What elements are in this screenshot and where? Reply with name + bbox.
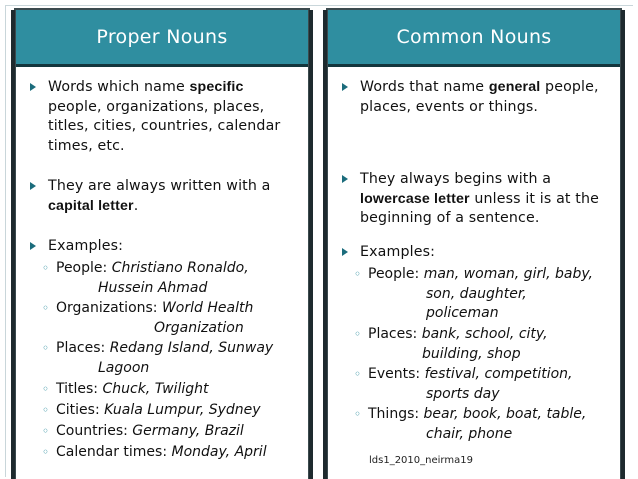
- common-nouns-header: Common Nouns: [328, 10, 620, 67]
- arrow-bullet-icon: [342, 175, 348, 183]
- arrow-bullet-icon: [342, 83, 348, 91]
- proper-example-people: ◦ People: Christiano Ronaldo, Hussein Ahmad: [42, 260, 249, 296]
- common-nouns-panel: [326, 8, 622, 479]
- circle-bullet-icon: ◦: [354, 327, 362, 341]
- panel-shadow-right: [621, 10, 625, 479]
- circle-bullet-icon: ◦: [42, 301, 50, 315]
- arrow-bullet-icon: [30, 83, 36, 91]
- footer-credit: lds1_2010_neirma19: [369, 455, 473, 466]
- arrow-bullet-icon: [342, 248, 348, 256]
- circle-bullet-icon: ◦: [42, 445, 50, 459]
- common-definition: Words that name general people, places, events or things.: [342, 78, 599, 117]
- circle-bullet-icon: ◦: [42, 424, 50, 438]
- proper-example-calendar-times: ◦ Calendar times: Monday, April: [42, 443, 267, 463]
- common-example-events: ◦ Events: festival, competition, sports day: [354, 366, 573, 402]
- common-example-things: ◦ Things: bear, book, boat, table, chair, phone: [354, 406, 587, 442]
- circle-bullet-icon: ◦: [42, 341, 50, 355]
- circle-bullet-icon: ◦: [42, 261, 50, 275]
- proper-nouns-header: Proper Nouns: [16, 10, 308, 67]
- circle-bullet-icon: ◦: [354, 407, 362, 421]
- circle-bullet-icon: ◦: [354, 367, 362, 381]
- proper-examples-heading: Examples:: [30, 237, 123, 257]
- panel-shadow-left: [11, 10, 15, 479]
- common-example-people: ◦ People: man, woman, girl, baby, son, daughter, policeman: [354, 266, 594, 321]
- circle-bullet-icon: ◦: [354, 267, 362, 281]
- common-example-places: ◦ Places: bank, school, city, building, shop: [354, 326, 548, 362]
- common-examples-heading: Examples:: [342, 243, 435, 263]
- proper-example-cities: ◦ Cities: Kuala Lumpur, Sydney: [42, 401, 261, 421]
- proper-example-organizations: ◦ Organizations: World Health Organization: [42, 300, 254, 336]
- common-lowercase-rule: They always begins with a lowercase letter unless it is at the beginning of a sentence.: [342, 170, 599, 229]
- panel-shadow-left: [323, 10, 327, 479]
- arrow-bullet-icon: [30, 242, 36, 250]
- proper-example-countries: ◦ Countries: Germany, Brazil: [42, 422, 244, 442]
- arrow-bullet-icon: [30, 182, 36, 190]
- proper-definition: Words which name specific people, organizations, places, titles, cities, countries, calendar times, etc.: [30, 78, 280, 156]
- proper-nouns-panel: [14, 8, 310, 479]
- circle-bullet-icon: ◦: [42, 403, 50, 417]
- proper-example-places: ◦ Places: Redang Island, Sunway Lagoon: [42, 340, 274, 376]
- panel-shadow-right: [309, 10, 313, 479]
- proper-capital-rule: They are always written with a capital letter.: [30, 177, 271, 216]
- circle-bullet-icon: ◦: [42, 382, 50, 396]
- proper-example-titles: ◦ Titles: Chuck, Twilight: [42, 380, 208, 400]
